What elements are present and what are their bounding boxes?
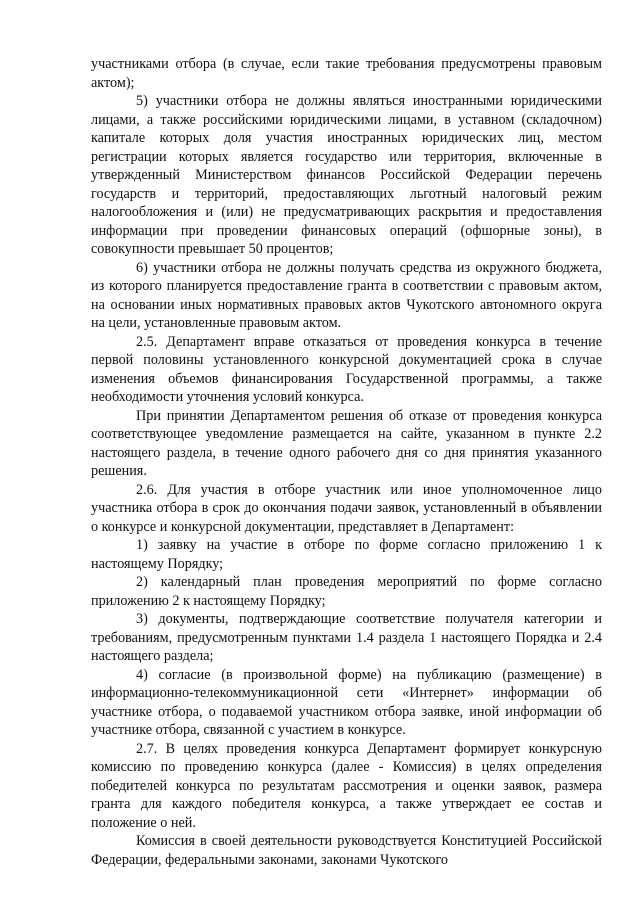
paragraph-section-2-6: 2.6. Для участия в отборе участник или иное уполномоченное лицо участника отбора в срок до окончания подачи заявок, установленный в объявлении о конкурсе и конкурсной документации, представляет в Департамент: <box>91 481 602 535</box>
paragraph-item-5: 5) участники отбора не должны являться иностранными юридическими лицами, а также российскими юридическими лицами, в уставном (складочном) капитале которых доля участия иностранных юридических лиц, местом регистрации которых является государство или территория, включенные в утвержденный Министерством финансов Российской Федерации перечень государств и территорий, предоставляющих льготный налоговый режим налогообложения и (или) не предусматривающих раскрытия и предоставления информации при проведении финансовых операций (офшорные зоны), в совокупности превышает 50 процентов; <box>91 93 602 257</box>
paragraph-refusal-notice: При принятии Департаментом решения об отказе от проведения конкурса соответствующее уведомление размещается на сайте, указанном в пункте 2.2 настоящего раздела, в течение одного рабочего дня со дня принятия указанного решения. <box>91 407 602 479</box>
paragraph-section-2-7: 2.7. В целях проведения конкурса Департамент формирует конкурсную комиссию по проведению конкурса (далее - Комиссия) в целях определения победителей конкурса по результатам рассмотрения и оценки заявок, размера гранта для каждого победителя конкурса, а также утверждает ее состав и положение о ней. <box>91 740 602 831</box>
paragraph-list-item-3: 3) документы, подтверждающие соответствие получателя категории и требованиям, предусмотренным пунктами 1.4 раздела 1 настоящего Порядка и 2.4 настоящего раздела; <box>91 611 602 664</box>
paragraph-list-item-2: 2) календарный план проведения мероприятий по форме согласно приложению 2 к настоящему Порядку; <box>91 574 602 609</box>
paragraph-commission-guidance: Комиссия в своей деятельности руководствуется Конституцией Российской Федерации, федеральными законами, законами Чукотского <box>91 833 602 868</box>
paragraph-item-6: 6) участники отбора не должны получать средства из окружного бюджета, из которого планируется предоставление гранта в соответствии с правовым актом, на основании иных нормативных правовых актов Чукотского автономного округа на цели, установленные правовым актом. <box>91 259 602 331</box>
paragraph-continuation: участниками отбора (в случае, если такие требования предусмотрены правовым актом); <box>91 56 602 91</box>
document-page <box>91 55 602 869</box>
paragraph-list-item-4: 4) согласие (в произвольной форме) на публикацию (размещение) в информационно-телекоммуникационной сети «Интернет» информации об участнике отбора, о подаваемой участником отбора заявке, иной информации об участнике отбора, связанной с участием в конкурсе. <box>91 666 602 738</box>
paragraph-section-2-5: 2.5. Департамент вправе отказаться от проведения конкурса в течение первой половины установленного конкурсной документацией срока в случае изменения объемов финансирования Государственной программы, а также необходимости уточнения условий конкурса. <box>91 333 602 405</box>
paragraph-list-item-1: 1) заявку на участие в отборе по форме согласно приложению 1 к настоящему Порядку; <box>91 537 602 572</box>
